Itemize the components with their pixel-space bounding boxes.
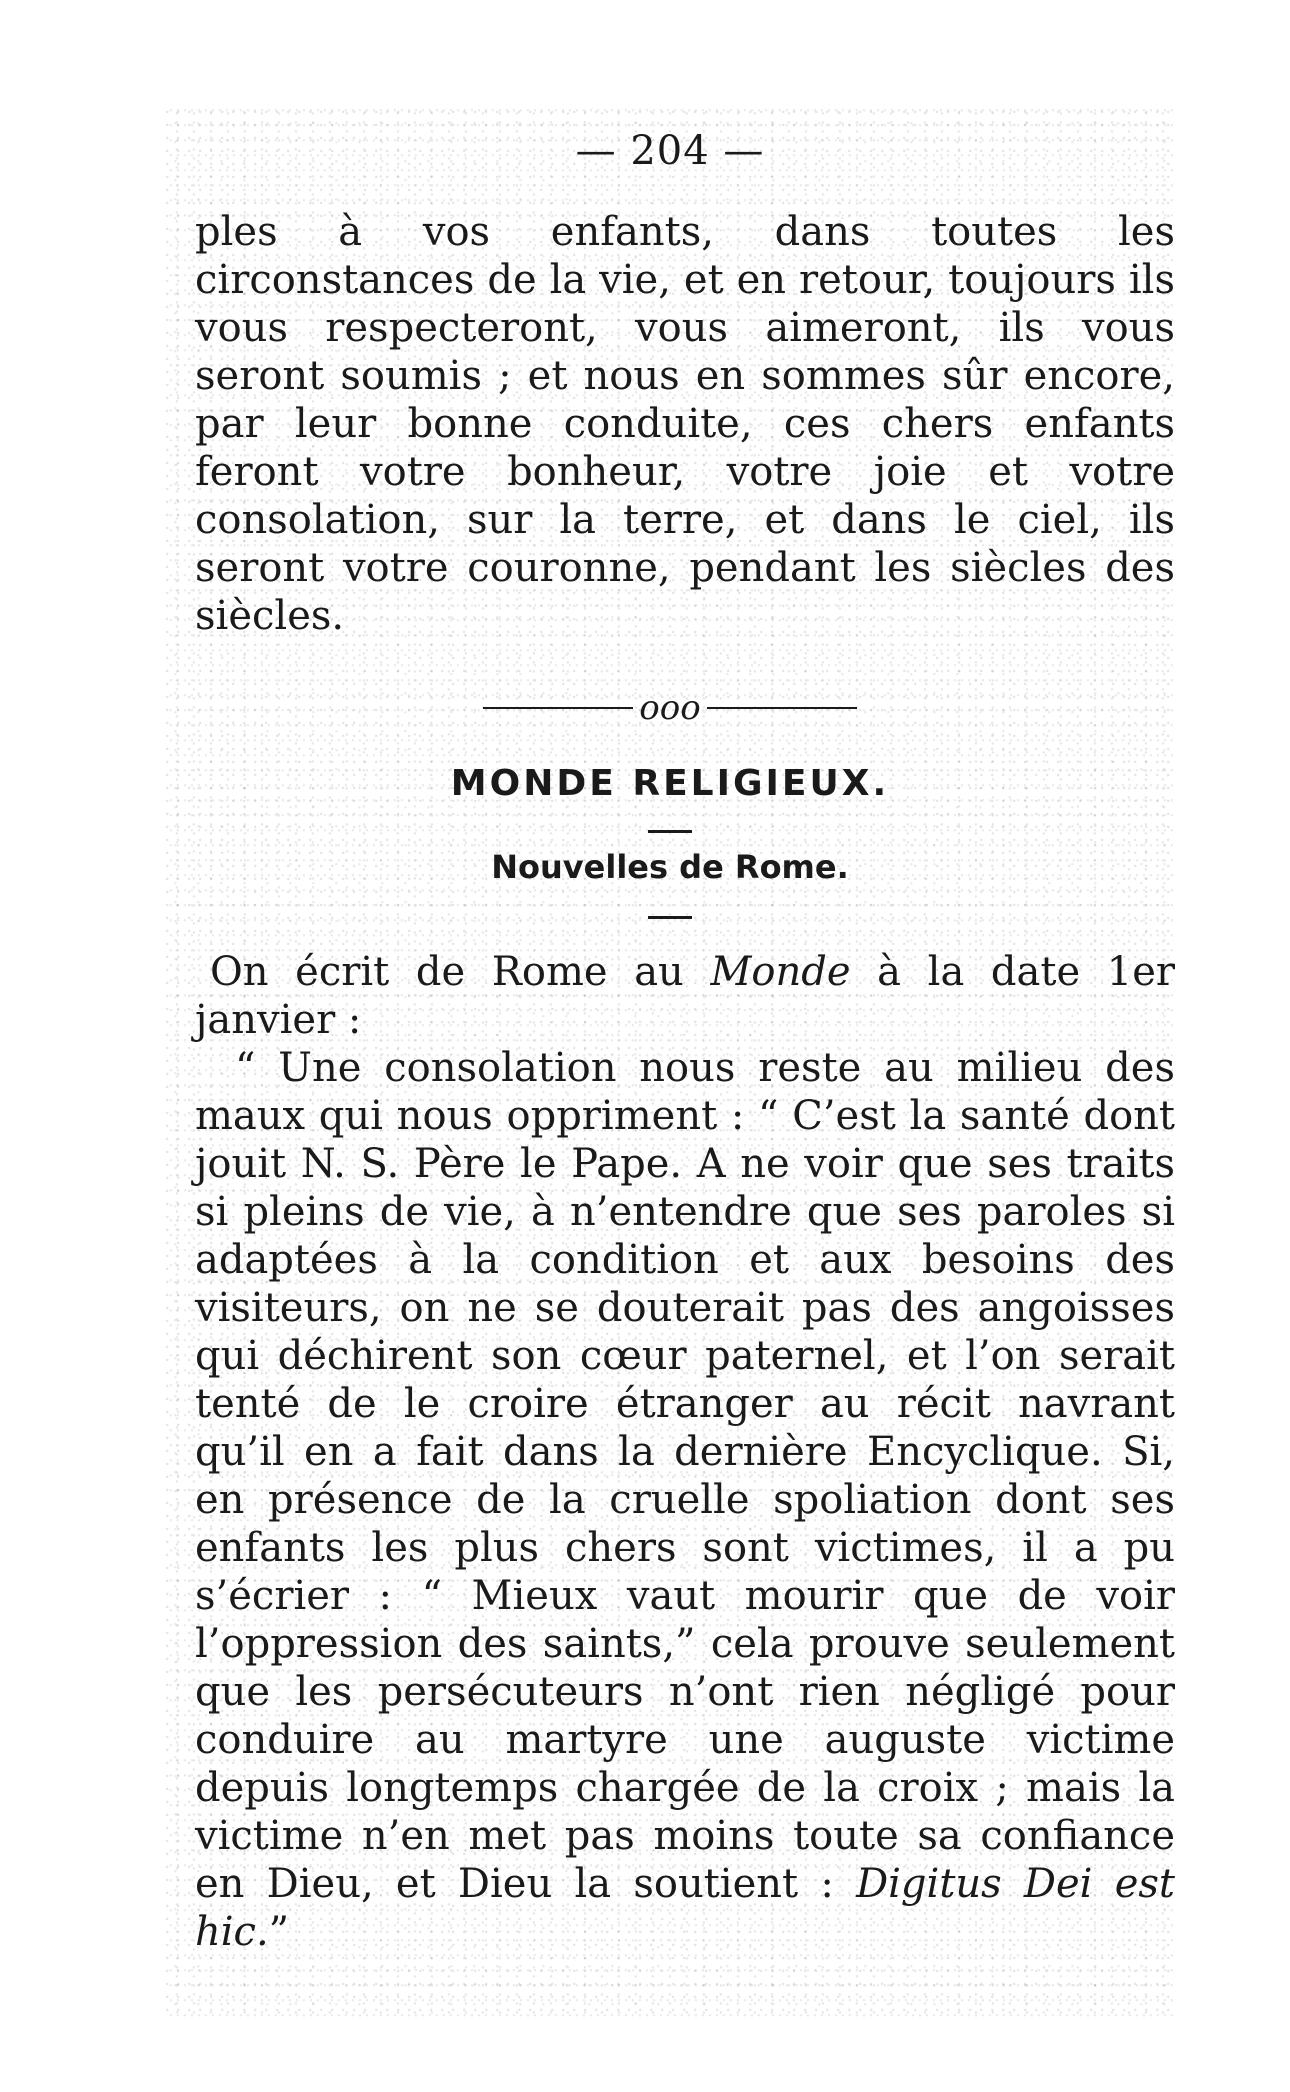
section-separator — [165, 688, 1175, 728]
quote-body: “ Une consolation nous reste au milieu des maux qui nous oppriment : “ C’est la santé dont jouit N. S. Père le Pape. A ne voir que ses traits si pleins de vie, à n’entendre que ses paroles si adaptées à la condition et aux besoins des visiteurs, on ne se douterait pas des angoisses qui déchirent son cœur paternel, et l’on serait tenté de le croire étranger au récit navrant qu’il en a fait dans la dernière Encyclique. Si, en présence de la cruelle spoliation dont ses enfants les plus chers sont victimes, il a pu s’écrier : “ Mieux vaut mourir que de voir l’oppression des saints,” cela prouve seulement que les persécuteurs n’ont rien négligé pour conduire au martyre une auguste victime depuis longtemps chargée de la croix ; mais la victime n’en met pas moins toute sa confiance en Dieu, et Dieu la soutient : — [195, 1045, 1175, 1907]
continued-paragraph: ples à vos enfants, dans toutes les circonstances de la vie, et en retour, toujours ils vous respecteront, vous aimeront, ils vous seront soumis ; et nous en sommes sûr encore, par leur bonne conduite, ces chers enfants feront votre bonheur, votre joie et votre consolation, sur la terre, et dans le ciel, ils seront votre couronne, pendant les siècles des siècles. — [195, 209, 1175, 639]
quote-closing: ” — [268, 1909, 290, 1955]
title-divider — [648, 830, 692, 833]
printed-text-block — [165, 108, 1175, 2018]
intro-before: On écrit de Rome au — [210, 949, 711, 995]
intro-paragraph — [195, 948, 1175, 1044]
separator-mark: ooo — [639, 688, 701, 728]
intro-after: à la date 1er janvier : — [195, 949, 1175, 1043]
subtitle-divider — [648, 916, 692, 919]
page-number: — 204 — — [575, 128, 765, 174]
separator-rule-left — [483, 707, 633, 709]
section-subtitle: Nouvelles de Rome. — [491, 848, 849, 886]
quote-paragraph — [195, 1044, 1175, 1956]
separator-rule-right — [707, 707, 857, 709]
journal-name: Monde — [710, 949, 851, 995]
section-title: MONDE RELIGIEUX. — [450, 763, 890, 804]
latin-phrase: Digitus Dei est hic. — [195, 1861, 1175, 1955]
